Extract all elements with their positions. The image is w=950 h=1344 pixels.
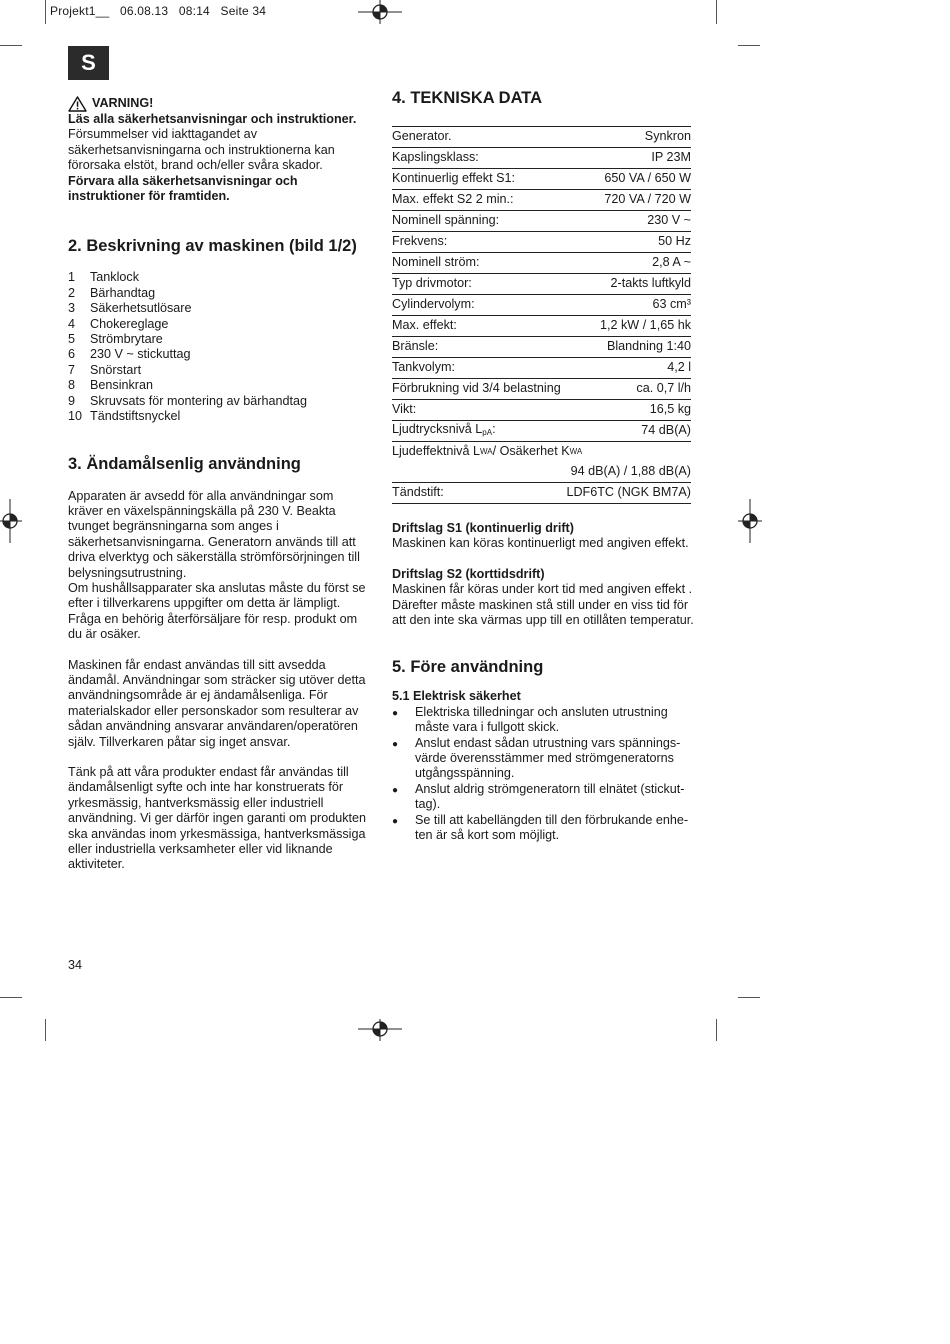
row-label: Frekvens: — [392, 234, 448, 249]
section-3-paragraph: Tänk på att våra produkter endast får användas till ändamålsenligt syfte och inte har konstruerats för yrkesmässig, hantverksmässig eller industriell användning. Vi ger därför ingen garanti om produkten ska användas inom yrkesmässiga, hantverksmässiga eller industriella verksamheter eller vid liknande aktiviteter. — [68, 765, 367, 872]
crop-mark — [716, 0, 717, 24]
warning-heading — [68, 96, 368, 112]
registration-mark-icon — [0, 499, 22, 543]
item-text: Tändstiftsnyckel — [90, 409, 181, 424]
item-number: 3 — [68, 301, 76, 316]
bullet-icon: ● — [392, 784, 399, 796]
list-item — [68, 332, 368, 347]
list-item — [68, 378, 368, 393]
row-label: Förbrukning vid 3/4 belastning — [392, 381, 561, 396]
table-row — [392, 483, 691, 504]
row-value: 74 dB(A) — [641, 423, 691, 438]
registration-mark-icon — [358, 1019, 402, 1041]
row-label: Ljudeffektnivå L WA / Osäkerhet K WA — [392, 444, 583, 459]
page-number: 34 — [68, 958, 83, 972]
parts-list — [68, 270, 368, 424]
row-value: 16,5 kg — [649, 402, 691, 417]
item-number: 6 — [68, 347, 76, 362]
bullet-text: Elektriska tilledningar och ansluten utrustning måste vara i fullgott skick. — [415, 704, 668, 735]
item-text: Tanklock — [90, 270, 139, 285]
section-5-heading: 5. Före användning — [392, 658, 544, 677]
crop-mark — [716, 1019, 717, 1041]
warning-triangle-icon — [68, 96, 87, 112]
row-value: 230 V ~ — [647, 213, 691, 228]
row-label: Vikt: — [392, 402, 417, 417]
table-row — [392, 253, 691, 274]
warning-text: Försummelser vid iakttagandet av säkerhetsanvisningarna och instruktionerna kan förorsaka elstöt, brand och/eller svåra skador. — [68, 127, 335, 173]
table-row — [392, 337, 691, 358]
crop-mark — [45, 0, 46, 24]
item-number: 7 — [68, 362, 76, 377]
item-number: 1 — [68, 270, 76, 285]
page-label: Seite 34 — [220, 4, 267, 18]
section-3-paragraph: Apparaten är avsedd för alla användningar som kräver en växelspänningskälla på 230 V. Beakta tvunget begränsningarna som anges i säkerhetsanvisningarna. Generatorn används till att driva elverktyg och säkerställa strömförsörjningen till belysningsutrustning. — [68, 488, 360, 580]
table-row — [392, 274, 691, 295]
item-text: Strömbrytare — [90, 332, 163, 347]
crop-mark — [738, 45, 760, 46]
left-column — [68, 96, 368, 873]
subsection-5-1-heading: 5.1 Elektrisk säkerhet — [392, 689, 521, 704]
list-item — [392, 736, 694, 782]
tech-data-table — [392, 126, 691, 504]
item-text: Skruvsats för montering av bärhandtag — [90, 393, 308, 408]
crop-mark — [0, 45, 22, 46]
item-text: Bärhandtag — [90, 285, 156, 300]
section-2-heading: 2. Beskrivning av maskinen (bild 1/2) — [68, 237, 357, 256]
s1-text: Maskinen kan köras kontinuerligt med angiven effekt. — [392, 536, 689, 551]
table-row — [392, 400, 691, 421]
table-row — [392, 379, 691, 400]
table-row — [392, 169, 691, 190]
crop-mark — [738, 997, 760, 998]
row-label: Tankvolym: — [392, 360, 455, 375]
job-name: Projekt1__ — [50, 4, 110, 18]
item-text: Säkerhetsutlösare — [90, 301, 192, 316]
row-value: 720 VA / 720 W — [604, 192, 691, 207]
row-value: 63 cm³ — [652, 297, 691, 312]
table-row — [392, 148, 691, 169]
row-label: Bränsle: — [392, 339, 439, 354]
row-label: Max. effekt S2 2 min.: — [392, 192, 514, 207]
registration-mark-icon — [738, 499, 762, 543]
table-row — [392, 127, 691, 148]
s2-title: Driftslag S2 (korttidsdrift) — [392, 566, 545, 581]
row-value: 2-takts luftkyld — [610, 276, 691, 291]
safety-bullet-list — [392, 705, 694, 844]
item-number: 8 — [68, 378, 76, 393]
item-number: 4 — [68, 316, 76, 331]
row-label: Ljudtrycksnivå $L_{pA}$: — [392, 421, 496, 437]
list-item — [68, 270, 368, 285]
list-item — [392, 813, 694, 844]
row-label: Typ drivmotor: — [392, 276, 472, 291]
section-4-heading: 4. TEKNISKA DATA — [392, 89, 543, 107]
print-date: 06.08.13 — [119, 4, 169, 18]
print-time: 08:14 — [178, 4, 210, 18]
table-row — [392, 421, 691, 442]
row-label: Cylindervolym: — [392, 297, 475, 312]
row-label: Kontinuerlig effekt S1: — [392, 171, 515, 186]
row-value: 4,2 l — [667, 360, 691, 375]
s1-title: Driftslag S1 (kontinuerlig drift) — [392, 521, 574, 535]
list-item — [68, 394, 368, 409]
item-text: Snörstart — [90, 362, 142, 377]
row-label: Generator. — [392, 129, 452, 144]
item-text: Chokereglage — [90, 316, 169, 331]
list-item — [392, 705, 694, 736]
bullet-icon: ● — [392, 707, 399, 719]
row-label: Nominell spänning: — [392, 213, 500, 228]
registration-mark-icon — [358, 0, 402, 24]
row-label: Tändstift: — [392, 485, 444, 500]
right-column — [392, 88, 694, 844]
row-value: 94 dB(A) / 1,88 dB(A) — [570, 464, 691, 479]
warning-bold-text: Läs alla säkerhetsanvisningar och instruktioner. — [68, 112, 357, 126]
bullet-icon: ● — [392, 738, 399, 750]
row-value: 650 VA / 650 W — [604, 171, 691, 186]
row-value: 50 Hz — [658, 234, 691, 249]
item-number: 9 — [68, 393, 76, 408]
item-text: 230 V ~ stickuttag — [90, 347, 191, 362]
print-slug — [50, 4, 266, 18]
row-value: Blandning 1:40 — [606, 339, 691, 354]
table-row — [392, 295, 691, 316]
list-item — [68, 286, 368, 301]
item-number: 10 — [68, 409, 83, 424]
table-row — [392, 190, 691, 211]
item-number: 2 — [68, 285, 76, 300]
row-value: 2,8 A ~ — [652, 255, 691, 270]
row-label: Nominell ström: — [392, 255, 480, 270]
warning-bold-text-2: Förvara alla säkerhetsanvisningar och instruktioner för framtiden. — [68, 173, 298, 204]
s2-text: Maskinen får köras under kort tid med angiven effekt . Därefter måste maskinen stå still under en viss tid för att den inte ska värmas upp till en otillåten temperatur. — [392, 582, 694, 628]
bullet-text: Se till att kabellängden till den förbrukande enhe-ten är så kort som möjligt. — [415, 812, 689, 843]
row-value: ca. 0,7 l/h — [636, 381, 691, 396]
list-item — [68, 317, 368, 332]
bullet-icon: ● — [392, 815, 399, 827]
table-row — [392, 232, 691, 253]
item-number: 5 — [68, 332, 76, 347]
table-row — [392, 358, 691, 379]
crop-mark — [0, 997, 22, 998]
row-value: 1,2 kW / 1,65 hk — [600, 318, 691, 333]
section-3-paragraph: Maskinen får endast användas till sitt avsedda ändamål. Användningar som sträcker sig utöver detta användningsområde är ej ändamålsenliga. För materialskador eller personskador som resulterar av sådan användning ansvarar användaren/operatören själv. Tillverkaren påtar sig inget ansvar. — [68, 657, 366, 749]
bullet-text: Anslut endast sådan utrustning vars spännings-värde överensstämmer med strömgeneratorns utgångsspänning. — [415, 735, 681, 781]
section-3-heading: 3. Ändamålsenlig användning — [68, 454, 301, 473]
row-value: IP 23M — [651, 150, 691, 165]
row-label: Kapslingsklass: — [392, 150, 479, 165]
list-item — [68, 363, 368, 378]
section-3-paragraph: Om hushållsapparater ska anslutas måste du först se efter i tillverkarens uppgifter om detta är lämpligt. Fråga en behörig återförsäljare för resp. produkt om du är osäker. — [68, 580, 366, 642]
table-row — [392, 211, 691, 232]
item-text: Bensinkran — [90, 378, 154, 393]
row-value: LDF6TC (NGK BM7A) — [566, 485, 691, 500]
row-label: Max. effekt: — [392, 318, 457, 333]
warning-title: VARNING! — [92, 96, 154, 111]
list-item — [68, 347, 368, 362]
list-item — [392, 782, 694, 813]
row-value: Synkron — [644, 129, 691, 144]
table-row — [392, 442, 691, 483]
list-item — [68, 409, 368, 424]
table-row — [392, 316, 691, 337]
crop-mark — [45, 1019, 46, 1041]
language-tab: S — [68, 46, 109, 80]
list-item — [68, 301, 368, 316]
bullet-text: Anslut aldrig strömgeneratorn till elnätet (stickut-tag). — [415, 781, 685, 812]
